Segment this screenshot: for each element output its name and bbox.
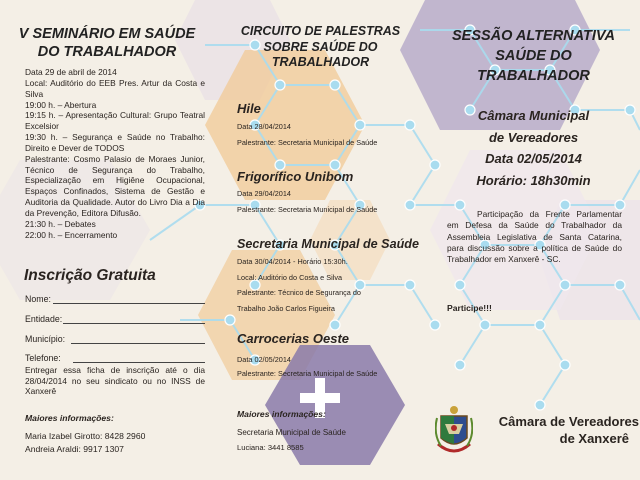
- sessao-title: SESSÃO ALTERNATIVA SAÚDE DO TRABALHADOR: [452, 28, 615, 84]
- entity-field[interactable]: [25, 313, 205, 325]
- delivery-note: Entregar essa ficha de inscrição até o dia 28/04/2014 no seu sindicato ou no INSS de Xanxerê: [25, 365, 205, 397]
- phone-field[interactable]: [25, 352, 205, 364]
- talk-name: Hile: [237, 101, 261, 116]
- program-line: 19:00 h. – Abertura: [25, 99, 97, 110]
- talk-detail: Data 02/05/2014: [237, 355, 291, 364]
- field-underline: [63, 323, 205, 324]
- field-label: Nome:: [25, 294, 51, 304]
- inscricao-title: Inscrição Gratuita: [24, 267, 156, 284]
- name-field[interactable]: [25, 293, 205, 305]
- talk-item: [237, 169, 417, 216]
- panel-circuito: [214, 0, 427, 480]
- panel-sessao: [427, 0, 640, 480]
- program-line: 19:15 h. – Apresentação Cultural: Grupo Teatral Excelsior: [25, 110, 205, 132]
- talk-item: [237, 236, 417, 316]
- talk-detail: Palestrante: Secretaria Municipal de Saúde: [237, 368, 378, 378]
- talk-name: Frigorífico Unibom: [237, 169, 354, 184]
- panel-seminario: [0, 0, 214, 480]
- field-label: Telefone:: [25, 353, 61, 363]
- program-line: 22:00 h. – Encerramento: [25, 229, 118, 240]
- program-line: Local: Auditório do EEB Pres. Artur da Costa e Silva: [25, 77, 205, 99]
- contact-line: Luciana: 3441 8585: [237, 443, 304, 452]
- contact-line: Andreia Araldi: 9917 1307: [25, 444, 124, 454]
- field-underline: [73, 362, 205, 363]
- program-line: Data 29 de abril de 2014: [25, 67, 117, 77]
- field-label: Entidade:: [25, 314, 63, 324]
- talk-name: Secretaria Municipal de Saúde: [237, 237, 419, 251]
- session-date: Data 02/05/2014: [485, 151, 582, 166]
- session-description: Participação da Frente Parlamentar em Defesa da Saúde do Trabalhador da Assembleia Legislativa de Santa Catarina, para discussão sobre a política de Saúde do Trabalhador em Xanxerê - SC.: [447, 209, 622, 265]
- program-line: 19:30 h. – Segurança e Saúde no Trabalho: Direito e Dever de TODOS: [25, 132, 205, 153]
- session-place: de Vereadores: [488, 129, 579, 145]
- talk-detail: Local: Auditório do Costa e Silva: [237, 272, 343, 282]
- circuito-title: CIRCUITO DE PALESTRAS SOBRE SAÚDE DO TRABALHADOR: [240, 24, 401, 69]
- talk-detail: Palestrante: Técnico de Segurança do: [237, 288, 361, 297]
- program-line: Palestrante: Cosmo Palasio de Moraes Junior, Técnico de Segurança do Trabalho, Especialização em Higiêne Ocupacional, Espaços Confinados, Sistema de Gestão e Auditoria da Qualidade. Autor do Livro Dia a Dia da Prevenção, Editora Difusão.: [25, 153, 205, 218]
- seminario-program: [25, 67, 205, 241]
- session-time: Horário: 18h30min: [476, 172, 591, 188]
- talk-detail: Data 29/04/2014: [237, 189, 291, 198]
- municipality-field[interactable]: [25, 333, 205, 345]
- field-label: Município:: [25, 334, 66, 344]
- contact-line: Maria Izabel Girotto: 8428 2960: [25, 431, 146, 441]
- contact-line: Secretaria Municipal de Saúde: [237, 428, 346, 437]
- more-info-title: Maiores informações:: [237, 409, 326, 419]
- session-info: [427, 105, 640, 191]
- program-line: 21:30 h. – Debates: [25, 218, 96, 229]
- organization-name: Câmara de Vereadores de Xanxerê: [498, 414, 639, 446]
- talk-detail: Trabalho João Carlos Figueira: [237, 303, 335, 313]
- talk-item: [237, 331, 417, 380]
- talk-item: [237, 101, 417, 149]
- talk-detail: Data 28/04/2014: [237, 122, 291, 131]
- participe-callout: Participe!!!: [447, 303, 492, 313]
- municipal-coat-of-arms-icon: [435, 404, 473, 460]
- session-place: Câmara Municipal: [477, 108, 590, 123]
- field-underline: [53, 303, 205, 304]
- field-underline: [71, 343, 205, 344]
- seminario-title: V SEMINÁRIO EM SAÚDE DO TRABALHADOR: [18, 26, 196, 60]
- talk-detail: Palestrante: Secretaria Municipal de Saúde: [237, 137, 378, 147]
- talk-detail: Palestrante: Secretaria Municipal de Saúde: [237, 204, 378, 214]
- talk-detail: Data 30/04/2014 - Horário 15:30h.: [237, 257, 348, 266]
- talk-name: Carrocerias Oeste: [237, 331, 350, 346]
- more-info-title: Maiores informações:: [25, 413, 114, 423]
